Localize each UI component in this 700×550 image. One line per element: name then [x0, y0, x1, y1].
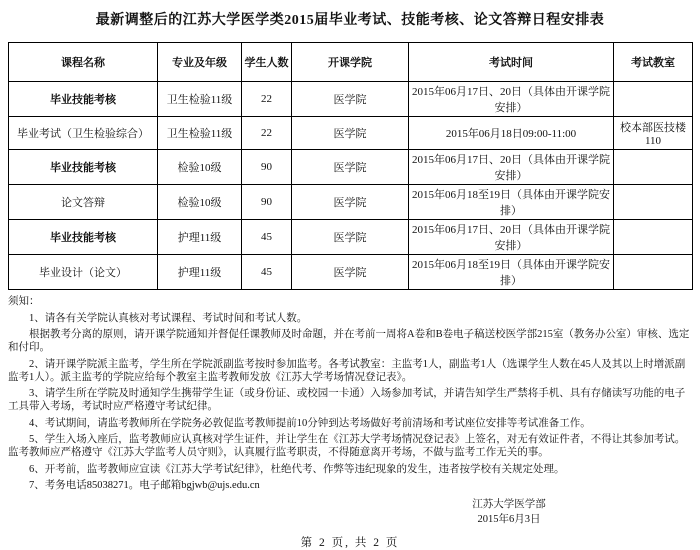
cell-course: 毕业考试（卫生检验综合）	[9, 117, 158, 150]
table-header-row	[9, 43, 693, 82]
table-row	[9, 150, 693, 185]
notes-section	[8, 295, 692, 492]
cell-students: 45	[242, 255, 292, 290]
cell-course: 论文答辩	[9, 185, 158, 220]
table-row	[9, 185, 693, 220]
cell-room	[614, 150, 693, 185]
note-item: 根据教考分离的原则，请开课学院通知并督促任课教师及时命题，并在考前一周将A卷和B卷电子稿送校医学部215室（教务办公室）审核、选定和付印。	[8, 329, 690, 353]
cell-room	[614, 82, 693, 117]
cell-room	[614, 220, 693, 255]
cell-major: 护理11级	[158, 255, 242, 290]
page-title: 最新调整后的江苏大学医学类2015届毕业考试、技能考核、论文答辩日程安排表	[95, 13, 605, 28]
exam-schedule-table	[8, 42, 693, 290]
cell-room	[614, 255, 693, 290]
cell-students: 22	[242, 82, 292, 117]
table-row	[9, 220, 693, 255]
cell-major: 卫生检验11级	[158, 117, 242, 150]
note-item: 4、考试期间，请监考教师所在学院务必敦促监考教师提前10分钟到达考场做好考前清场和考试座位安排等考试准备工作。	[29, 417, 591, 429]
cell-time: 2015年06月17日、20日（具体由开课学院安排）	[409, 82, 614, 117]
cell-students: 90	[242, 150, 292, 185]
cell-college: 医学院	[292, 82, 409, 117]
note-item: 3、请学生所在学院及时通知学生携带学生证（或身份证、或校园一卡通）入场参加考试，并请告知学生严禁将手机、具有存储读写功能的电子工具带入考场，考试时应严格遵守考试纪律。	[8, 388, 686, 412]
note-item: 5、学生入场入座后，监考教师应认真核对学生证件，并让学生在《江苏大学考场情况登记表》上签名，对无有效证件者，不得让其参加考试。监考教师应严格遵守《江苏大学监考人员守则》，认真履行监考职责，不得随意离开考场，不做与监考工作无关的事。	[8, 434, 686, 458]
cell-major: 护理11级	[158, 220, 242, 255]
header-time: 考试时间	[409, 43, 614, 82]
table-row	[9, 117, 693, 150]
signature-org: 江苏大学医学部	[472, 499, 546, 510]
notes-label: 须知：	[8, 296, 40, 307]
cell-room	[614, 185, 693, 220]
cell-course: 毕业技能考核	[9, 220, 158, 255]
cell-course: 毕业技能考核	[9, 150, 158, 185]
note-item: 7、考务电话85038271。电子邮箱bgjwb@ujs.edu.cn	[29, 480, 260, 491]
note-item: 1、请各有关学院认真核对考试课程、考试时间和考试人数。	[29, 312, 308, 324]
cell-college: 医学院	[292, 185, 409, 220]
cell-major: 检验10级	[158, 150, 242, 185]
header-room: 考试教室	[614, 43, 693, 82]
cell-college: 医学院	[292, 150, 409, 185]
cell-major: 检验10级	[158, 185, 242, 220]
cell-time: 2015年06月17日、20日（具体由开课学院安排）	[409, 150, 614, 185]
header-major: 专业及年级	[158, 43, 242, 82]
cell-time: 2015年06月18至19日（具体由开课学院安排）	[409, 185, 614, 220]
note-item: 2、请开课学院派主监考，学生所在学院派副监考按时参加监考。各考试教室：主监考1人，副监考1人（选课学生人数在45人及其以上时增派副监考1人）。派主监考的学院应给每个教室主监考教师发放《江苏大学考场情况登记表》。	[8, 358, 686, 383]
cell-college: 医学院	[292, 255, 409, 290]
cell-students: 45	[242, 220, 292, 255]
note-item: 6、开考前，监考教师应宣读《江苏大学考试纪律》，杜绝代考、作弊等违纪现象的发生，违者按学校有关规定处理。	[29, 463, 565, 475]
table-row	[9, 82, 693, 117]
header-course: 课程名称	[9, 43, 158, 82]
cell-time: 2015年06月17日、20日（具体由开课学院安排）	[409, 220, 614, 255]
signature-date: 2015年6月3日	[477, 514, 541, 525]
cell-course: 毕业设计（论文）	[9, 255, 158, 290]
cell-college: 医学院	[292, 220, 409, 255]
signature-block	[424, 497, 594, 527]
cell-college: 医学院	[292, 117, 409, 150]
header-college: 开课学院	[292, 43, 409, 82]
cell-course: 毕业技能考核	[9, 82, 158, 117]
cell-time: 2015年06月18至19日（具体由开课学院安排）	[409, 255, 614, 290]
cell-students: 22	[242, 117, 292, 150]
table-row	[9, 255, 693, 290]
cell-time: 2015年06月18日09:00-11:00	[409, 117, 614, 150]
cell-room: 校本部医技楼110	[614, 117, 693, 150]
page-number: 第 2 页, 共 2 页	[300, 537, 400, 549]
cell-major: 卫生检验11级	[158, 82, 242, 117]
cell-students: 90	[242, 185, 292, 220]
header-students: 学生人数	[242, 43, 292, 82]
